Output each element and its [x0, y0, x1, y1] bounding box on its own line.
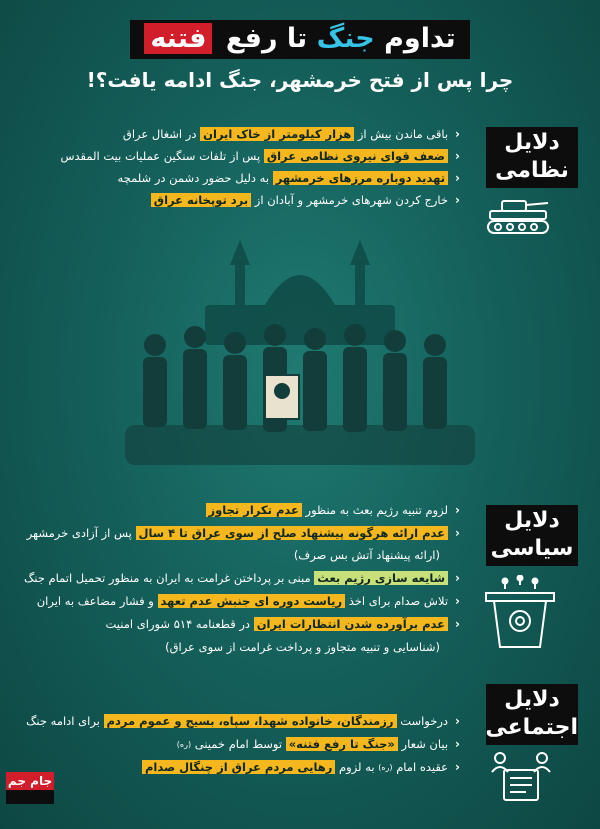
podium-icon — [480, 575, 560, 650]
people-document-icon — [490, 750, 552, 802]
military-heading — [486, 127, 578, 188]
social-heading — [486, 684, 578, 745]
text: به دلیل حضور دشمن در شلمچه — [117, 171, 270, 185]
text: درخواست — [400, 714, 449, 728]
highlight: عدم تکرار تجاوز — [206, 503, 302, 517]
social-heading-word1: دلایل — [504, 687, 560, 712]
military-item-3 — [117, 171, 460, 185]
social-heading-word2: اجتماعی — [485, 714, 578, 740]
superscript: (ره) — [378, 762, 393, 772]
chevron-left-icon: ‹ — [455, 617, 460, 631]
social-item-1 — [26, 714, 460, 728]
brand-logo — [6, 772, 54, 812]
military-heading-word1: دلایل — [504, 130, 560, 155]
highlight: برد توپخانه عراق — [151, 193, 251, 207]
political-item-4 — [37, 594, 460, 608]
chevron-left-icon: ‹ — [455, 737, 460, 751]
text: در اشغال عراق — [122, 127, 197, 141]
chevron-left-icon: ‹ — [455, 760, 460, 774]
text: باقی ماندن بیش از — [357, 127, 449, 141]
highlight: رزمندگان، خانواده شهدا، سپاه، بسیج و عموم مردم — [104, 714, 397, 728]
chevron-left-icon: ‹ — [455, 526, 460, 540]
title-container — [0, 20, 600, 59]
chevron-left-icon: ‹ — [455, 594, 460, 608]
social-item-3 — [142, 760, 460, 774]
military-item-1 — [123, 127, 460, 141]
chevron-left-icon: ‹ — [455, 149, 460, 163]
political-item-5 — [106, 617, 461, 631]
title-part3: تا رفع — [225, 23, 308, 54]
text: بیان شعار — [401, 737, 449, 751]
chevron-left-icon: ‹ — [455, 171, 460, 185]
text: و فشار مضاعف به ایران — [36, 594, 154, 608]
text: مبنی بر پرداختن غرامت به ایران به منظور تحمیل اتمام جنگ — [23, 571, 311, 585]
logo-text: جام جم — [7, 774, 53, 788]
superscript: (ره) — [176, 739, 192, 749]
text: پس از تلفات سنگین عملیات بیت المقدس — [60, 149, 261, 163]
military-item-4 — [151, 193, 460, 207]
text: به لزوم — [339, 760, 375, 774]
political-item-1 — [206, 503, 460, 517]
chevron-left-icon: ‹ — [455, 571, 460, 585]
political-heading-word1: دلایل — [504, 508, 560, 533]
highlight: عدم برآورده شدن انتظارات ایران — [254, 617, 448, 631]
social-heading-box — [486, 684, 578, 745]
highlight: تهدید دوباره مرزهای خرمشهر — [273, 171, 448, 185]
political-note-2: (شناسایی و تنبیه متجاوز و پرداخت غرامت از سوی عراق) — [165, 640, 440, 654]
political-item-3 — [24, 571, 460, 585]
text: لزوم تنبیه رژیم بعث به منظور — [305, 503, 449, 517]
title-part4: فتنه — [144, 23, 212, 54]
political-heading — [486, 505, 578, 566]
highlight: ضعف قوای نیروی نظامی عراق — [264, 149, 448, 163]
text: عقیده امام — [396, 760, 449, 774]
text: توسط امام خمینی — [194, 737, 283, 751]
highlight: رهایی مردم عراق از چنگال صدام — [142, 760, 335, 774]
subtitle: چرا پس از فتح خرمشهر، جنگ ادامه یافت؟! — [86, 68, 514, 92]
chevron-left-icon: ‹ — [455, 193, 460, 207]
highlight: عدم ارائه هرگونه پیشنهاد صلح از سوی عراق تا ۴ سال — [136, 526, 449, 540]
text: در قطعنامه ۵۱۴ شورای امنیت — [105, 617, 251, 631]
title-part1: تداوم — [384, 23, 456, 54]
military-heading-word2: نظامی — [495, 157, 569, 183]
title-part2: جنگ — [316, 23, 375, 54]
text: پس از آزادی خرمشهر — [26, 526, 132, 540]
highlight: «جنگ تا رفع فتنه» — [286, 737, 398, 751]
highlight: شایعه سازی رژیم بعث — [314, 571, 448, 585]
highlight: هزار کیلومتر از خاک ایران — [200, 127, 354, 141]
text: تلاش صدام برای اخذ — [348, 594, 449, 608]
political-heading-word2: سیاسی — [490, 535, 574, 561]
chevron-left-icon: ‹ — [455, 714, 460, 728]
page-title — [130, 20, 469, 59]
political-item-2 — [27, 526, 460, 540]
logo-bar — [6, 790, 54, 804]
chevron-left-icon: ‹ — [455, 503, 460, 517]
text: خارج کردن شهرهای خرمشهر و آبادان از — [254, 193, 449, 207]
military-item-2 — [60, 149, 460, 163]
social-item-2 — [177, 737, 460, 751]
chevron-left-icon: ‹ — [455, 127, 460, 141]
text: برای ادامه جنگ — [26, 714, 100, 728]
political-note-1: (ارائه پیشنهاد آتش بس صرف) — [293, 548, 440, 562]
tank-icon — [484, 195, 552, 237]
soldiers-illustration — [115, 225, 485, 475]
military-heading-box — [486, 127, 578, 188]
political-heading-box — [486, 505, 578, 566]
highlight: ریاست دوره ای جنبش عدم تعهد — [158, 594, 346, 608]
